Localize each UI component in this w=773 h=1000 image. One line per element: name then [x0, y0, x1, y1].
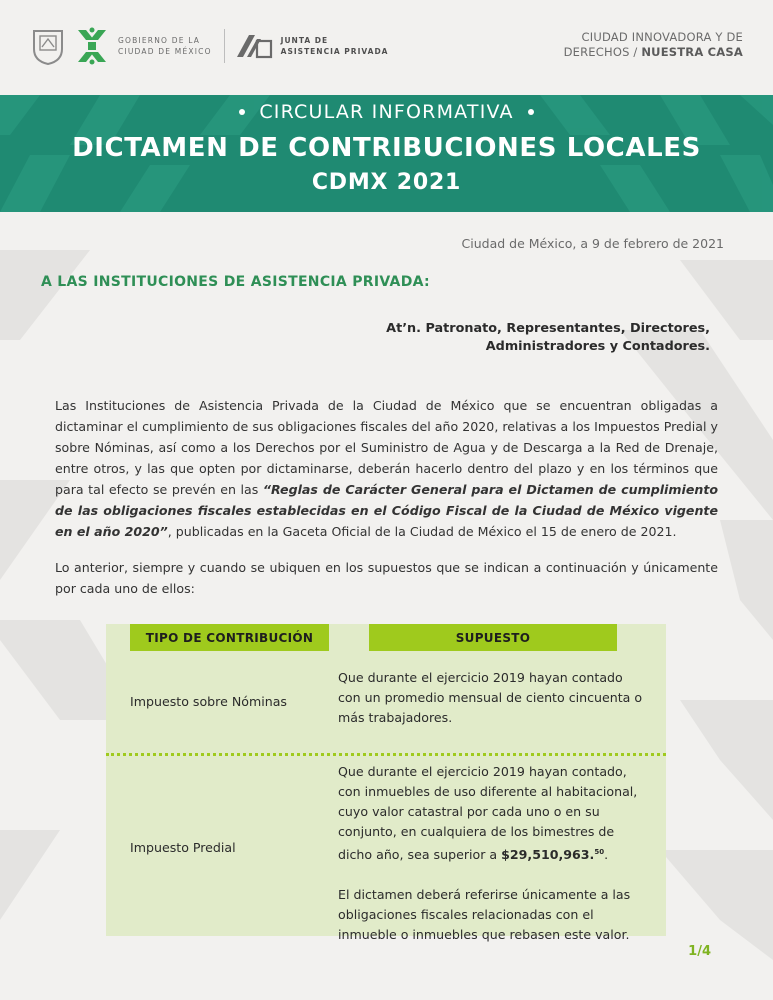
contribution-type: Impuesto sobre Nóminas [130, 694, 287, 709]
document-date: Ciudad de México, a 9 de febrero de 2021 [461, 236, 724, 251]
gov-line-1: GOBIERNO DE LA [118, 36, 201, 45]
banner-title: DICTAMEN DE CONTRIBUCIONES LOCALES [72, 133, 701, 163]
condition-text: Que durante el ejercicio 2019 hayan contado, con inmuebles de uso diferente al habitacional, cuyo valor catastral por cada uno o en su conjunto, en cualquiera de los bimestres de dicho año, sea superior a [338, 764, 638, 863]
row-divider [106, 753, 666, 756]
paragraph-2: Lo anterior, siempre y cuando se ubiquen en los supuestos que se indican a continuación y únicamente por cada uno de ellos: [55, 560, 718, 596]
column-header-supuesto: SUPUESTO [369, 624, 617, 651]
condition-end: . [604, 847, 609, 863]
amount-value: $29,510,963. [501, 847, 595, 863]
slogan-line-2 [564, 45, 743, 60]
paragraph-1-text-c: , publicadas en la Gaceta Oficial de la Ciudad de México el 15 de enero de 2021. [167, 524, 677, 539]
attention-line [386, 320, 710, 356]
column-header-type: TIPO DE CONTRIBUCIÓN [130, 624, 329, 651]
jap-line-2: ASISTENCIA PRIVADA [280, 47, 389, 56]
banner-text [0, 95, 773, 212]
cdmx-logo-icon [74, 26, 110, 66]
banner-kicker [0, 101, 773, 123]
banner-subtitle: CDMX 2021 [311, 170, 462, 195]
jap-label [281, 35, 389, 57]
paragraph-1 [55, 395, 718, 542]
document-body [0, 212, 773, 1000]
city-seal-icon [32, 27, 64, 65]
bullet-dot-icon [239, 109, 245, 115]
amount-cents: 50 [594, 848, 605, 856]
attn-line-2: Administradores y Contadores. [485, 339, 710, 354]
contribution-condition [338, 762, 648, 945]
page-header [0, 0, 773, 95]
table-row [106, 668, 666, 738]
slogan [564, 30, 743, 60]
contribution-type: Impuesto Predial [130, 840, 236, 855]
contribution-condition: Que durante el ejercicio 2019 hayan contado con un promedio mensual de ciento cincuenta o más trabajadores. [338, 670, 643, 725]
contribution-table [106, 624, 666, 943]
jap-line-1: JUNTA DE [280, 36, 329, 45]
addressee-heading: A LAS INSTITUCIONES DE ASISTENCIA PRIVADA: [41, 274, 430, 290]
slogan-line-2-b: NUESTRA CASA [641, 45, 743, 59]
jap-logo-icon [235, 33, 273, 59]
condition-note: El dictamen deberá referirse únicamente a las obligaciones fiscales relacionadas con el inmueble o inmuebles que rebasen este valor. [338, 887, 631, 943]
page-number: 1/4 [688, 944, 711, 959]
attn-line-1: At’n. Patronato, Representantes, Directores, [386, 321, 710, 336]
gov-line-2: CIUDAD DE MÉXICO [118, 47, 212, 56]
paragraph-1-text-a: Las Instituciones de Asistencia Privada de la Ciudad de México que se encuentran obligadas a dictaminar el cumplimiento de sus obligaciones fiscales del año 2020, relativas a los Impuestos Predial y sobre Nóminas, así como a los Derechos por el Suministro de Agua y de Descarga a la Red de Drenaje, entre otros, y las que opten por dictaminarse, deberán hacerlo dentro del plazo y en los términos que para tal efecto se prevén en las [55, 398, 718, 497]
slogan-line-2-a: DERECHOS / [563, 45, 642, 59]
header-divider [224, 29, 225, 63]
rules-title: “Reglas de Carácter General para el Dictamen de cumplimiento de las obligaciones fiscales establecidas en el Código Fiscal de la Ciudad de México vigente en el año 2020” [55, 482, 718, 539]
title-banner [0, 95, 773, 212]
bullet-dot-icon [528, 109, 534, 115]
logo-group [32, 26, 389, 66]
slogan-line-1: CIUDAD INNOVADORA Y DE [581, 30, 743, 44]
banner-kicker-text: CIRCULAR INFORMATIVA [259, 101, 514, 123]
table-row [106, 762, 666, 943]
government-label [118, 35, 212, 57]
